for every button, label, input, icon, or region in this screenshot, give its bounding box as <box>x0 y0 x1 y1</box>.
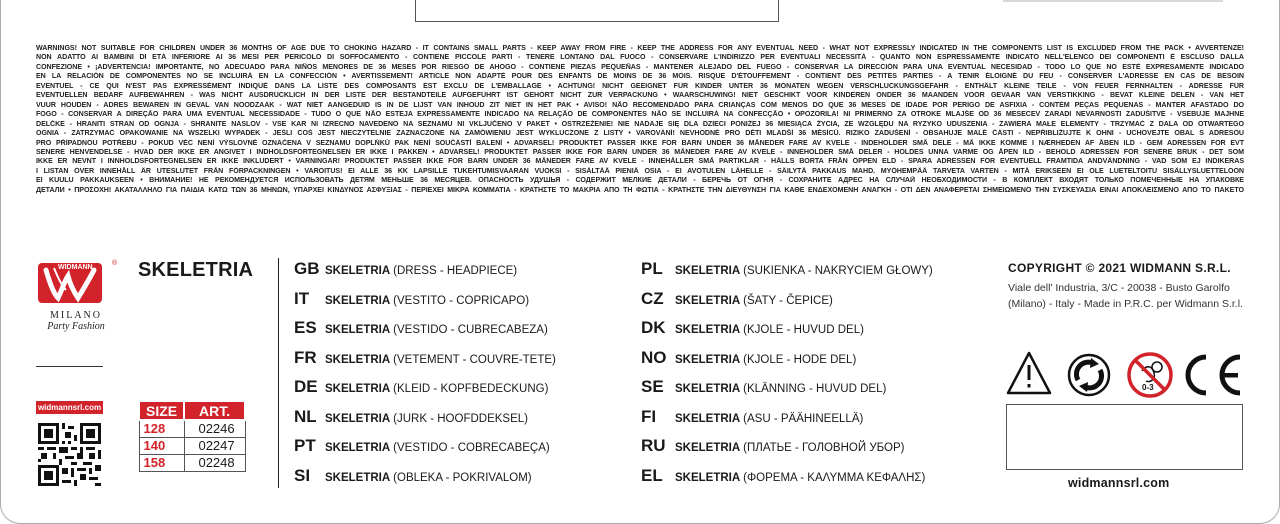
warning-line: EN LA RELACIÓN DE COMPONENTES NO SE INCLUIRÁ EN LA CONFECCIÓN • AVERTISSEMENT! ARTICLE NON ADAPTÉ POUR DES ENFANTS DE MOINS DE 36 MOIS. RISQUE D'ÉTOUFFEMENT - CONTIENT DES PETITES PARTIES - A TENIR ÉLOIGNÉ DU FEU - CONSERVER L'ADRESSE EN CAS DE BESOIN <box>36 72 1244 81</box>
languages-left-column <box>294 259 556 495</box>
lang-description: (KLÄNNING - HUVUD DEL) <box>743 383 887 395</box>
ce-mark-icon <box>1188 357 1240 393</box>
lang-code: FR <box>294 347 317 367</box>
lang-code: RU <box>641 436 666 455</box>
lang-product-name: SKELETRIA <box>325 353 391 366</box>
lang-row-no <box>641 348 933 378</box>
lang-product-name: SKELETRIA <box>325 412 391 425</box>
warning-line: OGNIA - ZATRZYMAĆ OPAKOWANIE NA WSZELKI WYPADEK - JEŚLI COŚ JEST NIECZYTELNIE ZAZNACZONE NA ZAMÓWIENIU JEST WYKLUCZONE Z LISTY • VAROVÁNÍ! NEVHODNÉ PRO DĚTI MLADŠÍ 36 MĚSÍCŮ. RIZIKO ZADUŠENÍ - OBSAHUJE MALÉ ČÁSTI - NEPŘIBLIŽUJTE K OHNI - UCHOVEJTE OBAL S ADRESOU <box>36 129 1244 138</box>
copyright-notice: COPYRIGHT © 2021 WIDMANN S.R.L. <box>1008 261 1231 275</box>
svg-text:0-3: 0-3 <box>1142 383 1154 392</box>
not-for-0-3-icon <box>1129 354 1171 396</box>
lang-product-name: SKELETRIA <box>675 471 741 484</box>
lang-code: GB <box>294 259 320 278</box>
table-row <box>139 437 245 454</box>
warning-line: SENERE HENVENDELSE - HVAD DER IKKE ER ANGIVET I INDHOLDSFORTEGNELSEN ER IKKE I PAKKEN • ADVARSEL! PRODUKTET PASSER IKKE FOR BARN UNDER 36 MÅNEDER FARE AV KVELE - INNEHOLDER SMÅ DELER - HOLDES UNNA VARME OG ÅPEN ILD - BEHOLD ADRESSEN FOR SENERE BRUK - DET SOM <box>36 147 1244 156</box>
lang-product-name: SKELETRIA <box>675 412 741 425</box>
lang-row-nl <box>294 407 556 437</box>
lang-code: DK <box>641 318 666 337</box>
lang-description: (KLEID - KOPFBEDECKUNG) <box>393 383 549 395</box>
lang-code: PL <box>641 259 663 278</box>
warning-line: I LISTAN ÖVER INNEHÅLL ÄR UTESLUTET FRÅN FÖRPACKNINGEN • VAROITUS! EI ALLE 36 KK LAPSILLE TUKEHTUMISVAARAN VUOKSI - SISÄLTÄÄ PIENIÄ OSIA - EI AVOTULEN LÄHELLE - SÄILYTÄ PAKKAUS MAHD. MYÖHEMPÄÄ TARVETA VARTEN - MITÄ ERIKSEEN EI OLE LUETELTOITU SISÄLLYSLUETTELOON <box>36 166 1244 175</box>
lang-description: (SUKIENKA - NAKRYCIEM GŁOWY) <box>743 265 933 277</box>
lang-code: FI <box>641 406 657 426</box>
lang-description: (ПЛАТЬЕ - ГОЛОВНОЙ УБОР) <box>743 442 905 454</box>
article-cell: 02247 <box>184 437 245 454</box>
warning-line: IKKE ER NEVNT I INNHOLDSFORTEGNELSEN ER IKKE INKLUDERT • VARNINGAR! PRODUKTET PASSER IKKE FOR BARN UNDER 36 MÅNEDER FARE AV KVELE - INNEHÅLLER SMÅ PARTIKLAR - HÅLLS BORTA FRÅN ÖPPEN ELD - SPARA ADRESSEN FÖR EVENTUELL FRAMTIDA ANDVÄNDNING - VAD SOM EJ INDIKERAS <box>36 157 1244 166</box>
safety-icons <box>1006 349 1246 401</box>
lang-description: (VETEMENT - COUVRE-TETE) <box>393 353 556 366</box>
lang-product-name: SKELETRIA <box>675 265 741 277</box>
warning-line: FOGO - CONSERVAR A DIREÇÃO PARA UMA EVENTUAL NECESSIDADE - TUDO O QUE NÃO ESTEJA EXPRESSAMENTE INDICADO NA RELAÇÃO DE COMPONENTES NÃO SE INCLUIRÁ NA CONFECÇÃO • OPOZORILA! NI PRIMERNO ZA OTROKE MLAJŠE OD 36 MESECEV ZARADI NEVARNOSTI ZADUŠITVE - VSEBUJE MAJHNE <box>36 110 1244 119</box>
article-header: ART. <box>184 401 245 420</box>
lang-row-fr <box>294 348 556 378</box>
lang-product-name: SKELETRIA <box>325 471 391 484</box>
vertical-divider <box>278 258 279 488</box>
website-url: widmannsrl.com <box>1068 476 1170 490</box>
company-address: Viale dell' Industria, 3/C - 20038 - Busto Garolfo (Milano) - Italy - Made in P.R.C. per Widmann S.r.l. <box>1008 282 1243 310</box>
lang-description: (KJOLE - HUVUD DEL) <box>743 324 864 336</box>
lang-description: (VESTIDO - COBRECABEÇA) <box>393 442 550 454</box>
logo-brand: WIDMANN <box>58 264 93 271</box>
recycle-icon <box>1069 355 1109 395</box>
lang-product-name: SKELETRIA <box>325 294 391 307</box>
article-cell: 02248 <box>184 454 245 471</box>
lang-description: (OBLEKA - POKRIVALOM) <box>393 471 532 484</box>
label-box <box>1006 404 1243 470</box>
lang-product-name: SKELETRIA <box>325 265 391 277</box>
lang-description: (KJOLE - HODE DEL) <box>743 353 857 366</box>
warning-line: WARNINGS! NOT SUITABLE FOR CHILDREN UNDER 36 MONTHS OF AGE DUE TO CHOKING HAZARD - IT CONTAINS SMALL PARTS - KEEP AWAY FROM FIRE - KEEP THE ADDRESS FOR ANY EVENTUAL NEED - WHAT NOT EXPRESSLY INDICATED IN THE COMPONENTS LIST IS EXCLUDED FROM THE PACK • AVVERTENZE! <box>36 44 1244 52</box>
lang-description: (VESTIDO - CUBRECABEZA) <box>393 324 548 336</box>
lang-product-name: SKELETRIA <box>675 383 741 395</box>
warning-line: CONFEZIONE • ¡ADVERTENCIA! IMPORTANTE, NO ADECUADO PARA NIÑOS MENORES DE 36 MESES POR RIESGO DE AHOGO - CONTIENE PIEZAS PEQUEÑAS - MANTENER ALEJADO DEL FUEGO - CONSERVAR LA DIRECCIÓN PARA UNA EVENTUAL NECESIDAD - TODO LO QUE NO ESTÉ EXPRESAMENTE INDICADO <box>36 62 1244 71</box>
logo-city: MILANO <box>50 310 102 321</box>
lang-description: (ŠATY - ČEPICE) <box>743 294 833 307</box>
warning-line: VUUR HOUDEN - ADRES BEWAREN IN GEVAL VAN NOODZAAK - WAT NIET AANGEDUID IS IN DE LIJST VAN INHOUD ZIT NIET IN HET PAK • AVISO! NÃO RECOMENDADO PARA CRIANÇAS COM MENOS DO QUE 36 MESES DE IDADE POR PERIGO DE ASFIXIA - CONTÉM PEÇAS PEQUENAS - MANTER AFASTADO DO <box>36 100 1244 109</box>
left-divider-line <box>36 366 103 367</box>
table-row <box>139 454 245 471</box>
warning-line: ДЕТАЛИ • ΠΡΟΣΟΧΗ! ΑΚΑΤΑΛΛΗΛΟ ΓΙΑ ΠΑΙΔΙΑ ΚΑΤΩ ΤΩΝ 36 ΜΗΝΩΝ, ΥΠΑΡΧΕΙ ΚΙΝΔΥΝΟΣ ΑΣΦΥΞΙΑΣ - ΠΕΡΙΕΧΕΙ ΜΙΚΡΑ ΚΟΜΜΑΤΙΑ - ΚΡΑΤΗΣΤΕ ΤΟ ΜΑΚΡΙΑ ΑΠΟ ΤΗ ΦΩΤΙΑ - ΚΡΑΤΗΣΤΕ ΤΗΝ ΔΙΕΥΘΥΝΣΗ ΓΙΑ ΚΑΘΕ ΕΝΔΕΧΟΜΕΝΗ ΑΝΑΓΚΗ - ΟΤΙ ΔΕΝ ΑΝΑΦΕΡΕΤΑΙ ΣΗΜΕΙΩΜΕΝΟ ΤΗΝ ΣΥΣΚΕΥΑΣΙΑ ΕΙΝΑΙ ΑΠΟΚΛΕΙΣΜΕΝΟ ΑΠΟ ΤΟ ΠΑΚΕΤΟ <box>36 185 1244 194</box>
lang-row-fi <box>641 407 933 437</box>
size-cell: 140 <box>139 437 184 454</box>
lang-code: PT <box>294 436 316 455</box>
article-cell: 02246 <box>184 420 245 437</box>
lang-row-ru <box>641 436 933 466</box>
lang-row-it <box>294 289 556 319</box>
lang-product-name: SKELETRIA <box>325 324 391 336</box>
lang-description: (DRESS - HEADPIECE) <box>393 265 518 277</box>
lang-row-es <box>294 318 556 348</box>
lang-product-name: SKELETRIA <box>325 442 391 454</box>
top-window-box <box>415 0 779 22</box>
website-badge: widmannsrl.com <box>37 403 102 412</box>
lang-product-name: SKELETRIA <box>675 442 741 454</box>
lang-code: DE <box>294 377 318 396</box>
lang-description: (ASU - PÄÄHINEELLÄ) <box>743 412 864 425</box>
size-cell: 128 <box>139 420 184 437</box>
logo-registered-mark: ® <box>112 260 118 267</box>
lang-code: EL <box>641 465 663 485</box>
lang-row-cz <box>641 289 933 319</box>
size-article-table <box>138 400 246 472</box>
lang-product-name: SKELETRIA <box>325 383 391 395</box>
lang-code: ES <box>294 318 317 337</box>
warning-line: EVENTUEL - CE QUI N'EST PAS EXPRESSÉMENT INDIQUÉ DANS LA LISTE DES COMPOSANTS EST EXCLU DE L'EMBALLAGE • ACHTUNG! NICHT GEEIGNET FÜR KINDER UNTER 36 MONATEN WEGEN VERSCHLUCKUNGSGEFAHR - ENTHÄLT KLEINE TEILE - VON FEUER FERNHALTEN - ADRESSE FÜR <box>36 81 1244 90</box>
languages-right-column <box>641 259 933 495</box>
lang-row-el <box>641 466 933 496</box>
size-cell: 158 <box>139 454 184 471</box>
lang-description: (VESTITO - COPRICAPO) <box>393 294 530 307</box>
lang-row-de <box>294 377 556 407</box>
table-row <box>139 420 245 437</box>
lang-code: NO <box>641 347 667 367</box>
lang-product-name: SKELETRIA <box>675 294 741 307</box>
warning-line: NON ADATTO AI BAMBINI DI ETÀ INFERIORE AI 36 MESI PER PERICOLO DI SOFFOCAMENTO - CONTIENE PICCOLE PARTI - TENERE LONTANO DAL FUOCO - CONSERVARE L'INDIRIZZO PER EVENTUALI NECESSITÀ - QUANTO NON ESPRESSAMENTE INDICATO NELL'ELENCO DEI COMPONENTI È ESCLUSO DALLA <box>36 53 1244 62</box>
warning-line: PRO PŘÍPADNOU POTŘEBU - POKUD VĚC NENÍ VÝSLOVNĚ OZNAČENA V SEZNAMU DOPLŇKŮ PAK NENÍ SOUČÁSTÍ BALENÍ • ADVARSEL! PRODUKTET PASSER IKKE FOR BARN UNDER 36 MÅNEDER FARE AV KVELE - INDEHOLDER SMÅ DELE - MÅ IKKE KOMME I NÆRHEDEN AF ÅBEN ILD - GEM ADRESSEN FOR EVT <box>36 138 1244 147</box>
lang-code: CZ <box>641 288 664 308</box>
warning-line: EI KUULU PAKKAUKSEEN • ВНИМАНИЕ! НЕ РЕКОМЕНДУЕТСЯ ИСПОЛЬЗОВАТЬ ДЕТЯМ МЕНЬШЕ 36 МЕСЯЦЕВ. ОПАСНОСТЬ УДУШЬЯ - СОДЕРЖИТ МЕЛКИЕ ДЕТАЛИ - БЕРЕЧЬ ОТ ОГНЯ - СОХРАНИТЕ АДРЕС НА СЛУЧАЙ НЕОБХОДИМОСТИ - В КОМПЛЕКТ ВХОДЯТ ТОЛЬКО ПОМЕЧЕННЫЕ НА УПАКОВКЕ <box>36 176 1244 185</box>
size-header: SIZE <box>139 401 184 420</box>
lang-product-name: SKELETRIA <box>675 353 741 366</box>
lang-product-name: SKELETRIA <box>675 324 741 336</box>
lang-row-dk <box>641 318 933 348</box>
lang-row-si <box>294 466 556 496</box>
lang-row-gb <box>294 259 556 289</box>
warning-line: DELČKE - HRANITI STRAN OD OGNJA - SHRANITE NASLOV - VSE KAR NI IZRECNO NAVEDENO NA SEZNAMU NI VKLJUČENO V PAKET • OSTRZEŻENIE! NIE NADAJE SIĘ DLA DZIECI PONIŻEJ 36 MIESIĄCA ŻYCIA, ZE WZGLĘDU NA RYZYKO UDUSZENIA - ZAWIERA MAŁE ELEMENTY - TRZYMAĆ Z DALA OD OTWARTEGO <box>36 119 1244 128</box>
lang-description: (ΦΟΡΕΜΑ - ΚΑΛΥΜΜΑ ΚΕΦΑΛΗΣ) <box>743 471 926 484</box>
lang-code: IT <box>294 288 310 308</box>
lang-row-se <box>641 377 933 407</box>
lang-description: (JURK - HOOFDDEKSEL) <box>393 412 528 425</box>
multilingual-warnings <box>36 44 1244 195</box>
widmann-logo <box>36 260 116 340</box>
lang-row-pl <box>641 259 933 289</box>
warning-triangle-icon <box>1008 353 1050 393</box>
lang-code: SI <box>294 465 311 485</box>
product-name: SKELETRIA <box>138 259 254 281</box>
lang-code: SE <box>641 377 664 396</box>
top-edge-mark <box>1003 0 1223 2</box>
warning-line: EVENTUELLEN BEDARF AUFBEWAHREN - WAS NICHT AUSDRÜCKLICH IN DER LISTE DER BESTANDTEILE AUFGEFÜHRT IST GEHÖRT NICHT ZUR VERPACKUNG • WAARSCHUWING! NIET GESCHIKT VOOR KINDEREN ONDER 36 MAANDEN VOOR GEVAAR VAN VERSTIKKING - BEVAT KLEINE DELEN - VAN HET <box>36 91 1244 100</box>
lang-code: NL <box>294 406 317 426</box>
lang-row-pt <box>294 436 556 466</box>
logo-subtitle: Party Fashion <box>47 321 105 332</box>
qr-code-icon <box>36 423 103 486</box>
